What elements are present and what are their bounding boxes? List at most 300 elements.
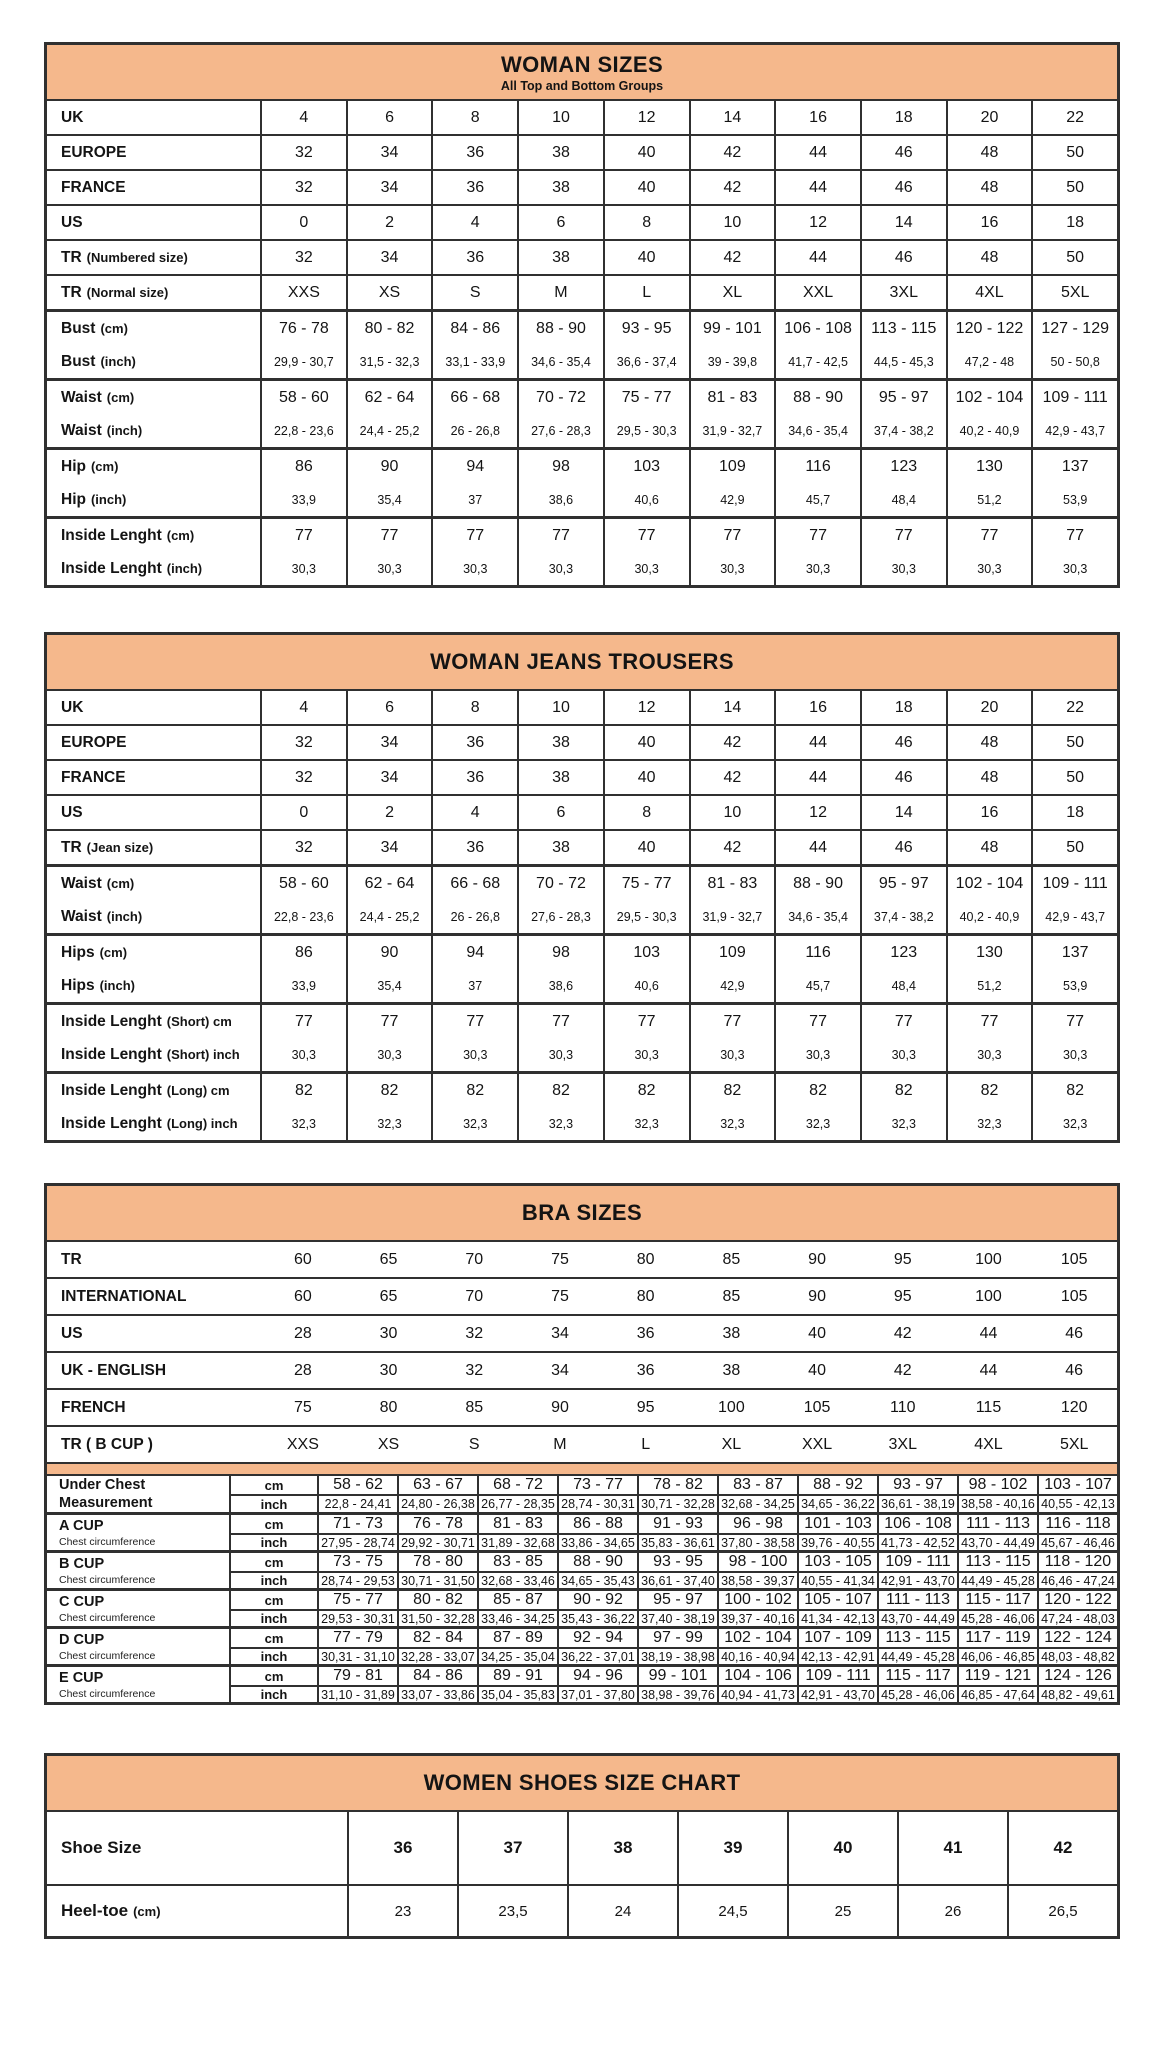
group-sublabel-text: Chest circumference	[59, 1688, 156, 1701]
unit-label: cm	[229, 1667, 317, 1685]
row-label-suffix: (cm)	[106, 876, 135, 891]
value-cell: 90	[346, 936, 432, 969]
value-cell: 44,49 - 45,28	[957, 1573, 1037, 1588]
value-cell: 94 - 96	[557, 1667, 637, 1685]
value-cell: 46	[860, 136, 946, 169]
row-label	[47, 345, 260, 378]
value-cell: 86 - 88	[557, 1515, 637, 1533]
value-cell: 38,6	[517, 969, 603, 1002]
table-row	[229, 1667, 1117, 1685]
row-group	[47, 724, 1117, 759]
value-cell: 2	[346, 206, 432, 239]
value-cell: 30,3	[1031, 1038, 1117, 1071]
value-cell: 41	[897, 1812, 1007, 1884]
value-cell: 34	[346, 241, 432, 274]
row-group	[47, 204, 1117, 239]
value-cell: 16	[774, 101, 860, 134]
row-label	[47, 796, 260, 829]
woman-sizes-body	[47, 101, 1117, 585]
value-cell: 36	[636, 1324, 655, 1342]
value-cell: 32,3	[260, 1107, 346, 1140]
row-label-text: Heel-toe	[61, 1901, 129, 1921]
value-cell: 30,3	[603, 552, 689, 585]
value-cell: 98 - 100	[717, 1553, 797, 1571]
value-cell: 20	[946, 101, 1032, 134]
value-cell: 6	[346, 691, 432, 724]
row-group	[47, 378, 1117, 447]
value-cell: 71 - 73	[317, 1515, 397, 1533]
value-cell: 76 - 78	[397, 1515, 477, 1533]
value-cell: 50 - 50,8	[1031, 345, 1117, 378]
row-label-text: Waist	[61, 874, 102, 892]
row-label-text: Shoe Size	[61, 1838, 142, 1858]
value-cell: 43,70 - 44,49	[957, 1535, 1037, 1550]
row-label	[47, 552, 260, 585]
value-cell: 22,8 - 24,41	[317, 1496, 397, 1512]
table-row	[47, 345, 1117, 378]
value-cell: 14	[860, 796, 946, 829]
row-label-text: US	[61, 1324, 83, 1342]
value-cell: 93 - 95	[637, 1553, 717, 1571]
table-title: WOMAN JEANS TROUSERS	[430, 649, 734, 674]
value-cell: 40,2 - 40,9	[946, 414, 1032, 447]
value-cell: 50	[1031, 241, 1117, 274]
value-cell: S	[468, 1435, 480, 1453]
value-cell: M	[553, 1435, 567, 1453]
group-rows	[229, 1629, 1117, 1664]
value-cell: 95	[893, 1250, 912, 1268]
value-cell: 34,6 - 35,4	[774, 414, 860, 447]
value-cell: 122 - 124	[1037, 1629, 1117, 1647]
table-row	[47, 171, 1117, 204]
row-group	[47, 1314, 1117, 1351]
value-cell: 70 - 72	[517, 867, 603, 900]
value-cell: 81 - 83	[689, 381, 775, 414]
group-label	[47, 1553, 229, 1588]
value-cell: 5XL	[1031, 276, 1117, 309]
value-cell: 30,3	[774, 1038, 860, 1071]
value-cell: 58 - 62	[317, 1476, 397, 1494]
value-cell: XS	[346, 276, 432, 309]
group-label	[47, 1629, 229, 1664]
value-cell: 35,04 - 35,83	[477, 1687, 557, 1702]
row-group	[47, 1812, 1117, 1884]
value-cell: 77	[431, 519, 517, 552]
row-group	[47, 691, 1117, 724]
row-group	[47, 1388, 1117, 1425]
value-cell: 36	[431, 136, 517, 169]
row-group	[47, 447, 1117, 516]
value-cell: XXS	[260, 276, 346, 309]
table-row	[47, 1812, 1117, 1884]
value-cell: 100	[718, 1398, 745, 1416]
value-cell: 77	[346, 519, 432, 552]
table-row	[229, 1494, 1117, 1512]
value-cell: 40,2 - 40,9	[946, 900, 1032, 933]
value-cell: 25	[787, 1886, 897, 1936]
value-cell: 46,85 - 47,64	[957, 1687, 1037, 1702]
value-cell: 32	[260, 831, 346, 864]
value-cell: 48	[946, 726, 1032, 759]
value-cell: 38	[517, 171, 603, 204]
value-cell: 23,5	[457, 1886, 567, 1936]
value-cell: 48,4	[860, 969, 946, 1002]
value-cell: 27,6 - 28,3	[517, 900, 603, 933]
group-sublabel-text: Chest circumference	[59, 1612, 156, 1625]
value-cell: 82	[774, 1074, 860, 1107]
group-sublabel-text: Chest circumference	[59, 1650, 156, 1663]
value-cell: 127 - 129	[1031, 312, 1117, 345]
value-cell: 58 - 60	[260, 867, 346, 900]
row-label-text: Waist	[61, 907, 102, 925]
value-cell: 32	[260, 136, 346, 169]
value-cell: 53,9	[1031, 483, 1117, 516]
value-cell: 85	[465, 1398, 484, 1416]
value-cell: 46	[860, 171, 946, 204]
row-label-text: Inside Lenght	[61, 559, 162, 577]
value-cell: 46	[860, 831, 946, 864]
value-cell: 10	[517, 101, 603, 134]
value-cell: 29,53 - 30,31	[317, 1611, 397, 1626]
value-cell: 42,9	[689, 969, 775, 1002]
value-cell: 26 - 26,8	[431, 900, 517, 933]
group-rows	[229, 1553, 1117, 1588]
row-label	[47, 726, 260, 759]
value-cell: 99 - 101	[637, 1667, 717, 1685]
value-cell: 109	[689, 450, 775, 483]
value-cell: 77	[1031, 519, 1117, 552]
row-label-suffix: (cm)	[133, 1903, 161, 1919]
value-cell: 47,24 - 48,03	[1037, 1611, 1117, 1626]
value-cell: 24,4 - 25,2	[346, 414, 432, 447]
table-row	[47, 414, 1117, 447]
group-label-text: C CUP	[59, 1594, 105, 1611]
value-cell: XL	[721, 1435, 742, 1453]
value-cell: 82	[517, 1074, 603, 1107]
value-cell: 77	[603, 519, 689, 552]
value-cell: 37,4 - 38,2	[860, 414, 946, 447]
value-cell: 44	[774, 831, 860, 864]
value-cell: 45,28 - 46,06	[877, 1687, 957, 1702]
value-cell: XXL	[774, 276, 860, 309]
row-group	[47, 274, 1117, 309]
value-cell: 30,71 - 32,28	[637, 1496, 717, 1512]
value-cell: 27,6 - 28,3	[517, 414, 603, 447]
table-row	[47, 726, 1117, 759]
value-cell: 30	[379, 1361, 398, 1379]
row-label-text: UK	[61, 108, 84, 126]
row-label-suffix: (inch)	[99, 978, 135, 993]
value-cell: 34	[346, 831, 432, 864]
row-label	[47, 450, 260, 483]
value-cell: 96 - 98	[717, 1515, 797, 1533]
value-cell: 75 - 77	[317, 1591, 397, 1609]
value-cell: 2	[346, 796, 432, 829]
value-cell: 40,6	[603, 483, 689, 516]
value-cell: 34	[346, 171, 432, 204]
value-cell: 32,3	[860, 1107, 946, 1140]
value-cell: 38,58 - 39,37	[717, 1573, 797, 1588]
value-cell: 34	[346, 726, 432, 759]
value-cell: 32,3	[946, 1107, 1032, 1140]
value-cell: 48	[946, 171, 1032, 204]
group-label	[47, 1667, 229, 1702]
value-cell: 8	[431, 101, 517, 134]
measurement-group	[47, 1626, 1117, 1664]
row-label	[47, 1353, 260, 1388]
row-label	[47, 1390, 260, 1425]
unit-label: inch	[229, 1535, 317, 1550]
value-cell: 31,5 - 32,3	[346, 345, 432, 378]
value-cell: 70	[465, 1250, 484, 1268]
row-label	[47, 969, 260, 1002]
value-cell: 22,8 - 23,6	[260, 900, 346, 933]
table-row	[47, 241, 1117, 274]
table-row	[47, 867, 1117, 900]
table-row	[47, 900, 1117, 933]
value-cell: 80 - 82	[397, 1591, 477, 1609]
value-cell: 38	[517, 831, 603, 864]
value-cell: 42,9	[689, 483, 775, 516]
value-cell: 88 - 92	[797, 1476, 877, 1494]
value-cell: 77	[946, 519, 1032, 552]
value-cell: 89 - 91	[477, 1667, 557, 1685]
value-cell: 31,10 - 31,89	[317, 1687, 397, 1702]
value-cell: 30,3	[517, 1038, 603, 1071]
value-cell: 105	[1060, 1250, 1088, 1268]
value-cell: 95 - 97	[637, 1591, 717, 1609]
value-cell: 90 - 92	[557, 1591, 637, 1609]
value-cell: 65	[379, 1250, 398, 1268]
value-cell: 5XL	[1059, 1435, 1089, 1453]
row-label	[47, 936, 260, 969]
row-label-suffix: (cm)	[166, 528, 195, 543]
row-label-text: Inside Lenght	[61, 1045, 162, 1063]
row-label	[47, 1107, 260, 1140]
row-label-suffix: (Short) inch	[166, 1047, 240, 1062]
value-cell: 34,65 - 36,22	[797, 1496, 877, 1512]
value-cell: 46,46 - 47,24	[1037, 1573, 1117, 1588]
value-cell: 30,3	[774, 552, 860, 585]
row-group	[47, 516, 1117, 585]
value-cell: 105 - 107	[797, 1591, 877, 1609]
value-cell: 93 - 97	[877, 1476, 957, 1494]
row-label-suffix: (inch)	[100, 354, 136, 369]
value-cell: 85 - 87	[477, 1591, 557, 1609]
value-cell: 40	[603, 761, 689, 794]
value-cell: 82	[860, 1074, 946, 1107]
value-cell: 33,1 - 33,9	[431, 345, 517, 378]
table-row	[47, 381, 1117, 414]
row-label-suffix: (Short) cm	[166, 1014, 232, 1029]
value-cell: 88 - 90	[774, 867, 860, 900]
value-cell: 32,3	[689, 1107, 775, 1140]
table-row	[47, 483, 1117, 516]
value-cell: 14	[689, 691, 775, 724]
table-row	[47, 276, 1117, 309]
value-cell: 50	[1031, 831, 1117, 864]
value-cell: 48	[946, 761, 1032, 794]
value-cell: 103	[603, 936, 689, 969]
row-label-text: EUROPE	[61, 143, 127, 161]
woman-sizes-header	[47, 45, 1117, 101]
row-label-suffix: (inch)	[106, 909, 143, 924]
row-label-text: Inside Lenght	[61, 526, 162, 544]
value-cell: 87 - 89	[477, 1629, 557, 1647]
value-cell: 62 - 64	[346, 867, 432, 900]
row-label	[47, 276, 260, 309]
value-cell: 8	[603, 206, 689, 239]
value-cell: 37,80 - 38,58	[717, 1535, 797, 1550]
value-cell: 16	[946, 796, 1032, 829]
group-rows	[229, 1515, 1117, 1550]
row-label	[47, 1316, 260, 1351]
value-cell: 24,5	[677, 1886, 787, 1936]
divider-band	[47, 1462, 1117, 1476]
row-label-text: US	[61, 803, 83, 821]
value-cell: 12	[603, 101, 689, 134]
value-cell: 41,7 - 42,5	[774, 345, 860, 378]
row-label-suffix: (cm)	[90, 459, 119, 474]
value-cell: 73 - 77	[557, 1476, 637, 1494]
value-cell: 95	[893, 1287, 912, 1305]
table-row	[47, 691, 1117, 724]
value-cell: 14	[860, 206, 946, 239]
value-cell: 78 - 82	[637, 1476, 717, 1494]
value-cell: 40	[603, 831, 689, 864]
value-cell: 40,94 - 41,73	[717, 1687, 797, 1702]
row-label-text: TR	[61, 838, 82, 856]
value-cell: 32,3	[346, 1107, 432, 1140]
value-cell: 12	[774, 206, 860, 239]
row-label	[47, 241, 260, 274]
value-cell: 34	[551, 1324, 569, 1342]
value-cell: 48	[946, 136, 1032, 169]
row-label-text: Inside Lenght	[61, 1081, 162, 1099]
value-cell: 48	[946, 831, 1032, 864]
value-cell: 30,71 - 31,50	[397, 1573, 477, 1588]
row-label-suffix: (inch)	[106, 423, 143, 438]
value-cell: 30,3	[260, 1038, 346, 1071]
value-cell: 0	[260, 206, 346, 239]
value-cell: 102 - 104	[946, 381, 1032, 414]
row-group	[47, 829, 1117, 864]
value-cell: 6	[346, 101, 432, 134]
value-cell: 29,5 - 30,3	[603, 900, 689, 933]
value-cell: 66 - 68	[431, 381, 517, 414]
table-row	[47, 101, 1117, 134]
value-cell: 3XL	[860, 276, 946, 309]
value-cell: 18	[860, 691, 946, 724]
value-cell: 33,9	[260, 969, 346, 1002]
row-group	[47, 1242, 1117, 1277]
row-label	[47, 414, 260, 447]
value-cell: 77	[946, 1005, 1032, 1038]
value-cell: 120 - 122	[946, 312, 1032, 345]
value-cell: 42	[689, 831, 775, 864]
value-cell: 42,13 - 42,91	[797, 1649, 877, 1664]
group-rows	[229, 1476, 1117, 1512]
value-cell: 40,6	[603, 969, 689, 1002]
bra-header	[47, 1186, 1117, 1242]
value-cell: 77	[1031, 1005, 1117, 1038]
table-row	[229, 1647, 1117, 1664]
row-label-text: INTERNATIONAL	[61, 1287, 187, 1305]
value-cell: 44	[774, 241, 860, 274]
value-cell: 42	[893, 1361, 912, 1379]
row-label-suffix: (Long) cm	[166, 1083, 230, 1098]
value-cell: 37,4 - 38,2	[860, 900, 946, 933]
row-label-suffix: (Long) inch	[166, 1116, 238, 1131]
value-cell: 94	[431, 936, 517, 969]
value-cell: 24,80 - 26,38	[397, 1496, 477, 1512]
value-cell: 32,3	[517, 1107, 603, 1140]
measurement-group	[47, 1588, 1117, 1626]
value-cell: 85	[722, 1250, 741, 1268]
value-cell: 130	[946, 936, 1032, 969]
value-cell: 110	[890, 1398, 916, 1416]
value-cell: 58 - 60	[260, 381, 346, 414]
value-cell: 34,25 - 35,04	[477, 1649, 557, 1664]
bra-sizes-table	[44, 1183, 1120, 1705]
row-label	[47, 1242, 260, 1277]
value-cell: 35,43 - 36,22	[557, 1611, 637, 1626]
value-cell: 30,3	[517, 552, 603, 585]
row-label-text: TR ( B CUP )	[61, 1435, 153, 1453]
row-label	[47, 206, 260, 239]
value-cell: 38	[567, 1812, 677, 1884]
value-cell: 48,82 - 49,61	[1037, 1687, 1117, 1702]
value-cell: 113 - 115	[957, 1553, 1037, 1571]
table-row	[229, 1609, 1117, 1626]
value-cell: 77 - 79	[317, 1629, 397, 1647]
value-cell: 137	[1031, 936, 1117, 969]
value-cell: 124 - 126	[1037, 1667, 1117, 1685]
value-cell: 46	[860, 241, 946, 274]
measurement-group	[47, 1512, 1117, 1550]
value-cell: 26 - 26,8	[431, 414, 517, 447]
value-cell: 39 - 39,8	[689, 345, 775, 378]
value-cell: 84 - 86	[431, 312, 517, 345]
value-cell: 82	[603, 1074, 689, 1107]
value-cell: 40	[603, 171, 689, 204]
value-cell: 45,7	[774, 969, 860, 1002]
value-cell: XXS	[286, 1435, 319, 1453]
value-cell: 34,65 - 35,43	[557, 1573, 637, 1588]
row-group	[47, 1002, 1117, 1071]
value-cell: 50	[1031, 136, 1117, 169]
value-cell: 45,28 - 46,06	[957, 1611, 1037, 1626]
unit-label: cm	[229, 1476, 317, 1494]
value-cell: 75 - 77	[603, 381, 689, 414]
shoes-header	[47, 1756, 1117, 1812]
value-cell: 123	[860, 936, 946, 969]
value-cell: 4	[260, 691, 346, 724]
value-cell: 36,6 - 37,4	[603, 345, 689, 378]
row-group	[47, 239, 1117, 274]
value-cell: 30,3	[346, 1038, 432, 1071]
value-cell: 10	[517, 691, 603, 724]
group-rows	[229, 1591, 1117, 1626]
value-cell: 22	[1031, 101, 1117, 134]
table-row	[229, 1629, 1117, 1647]
value-cell: 30,3	[946, 1038, 1032, 1071]
value-cell: 32,68 - 33,46	[477, 1573, 557, 1588]
value-cell: 30,31 - 31,10	[317, 1649, 397, 1664]
value-cell: 20	[946, 691, 1032, 724]
table-title: BRA SIZES	[521, 1200, 643, 1225]
value-cell: 48,4	[860, 483, 946, 516]
